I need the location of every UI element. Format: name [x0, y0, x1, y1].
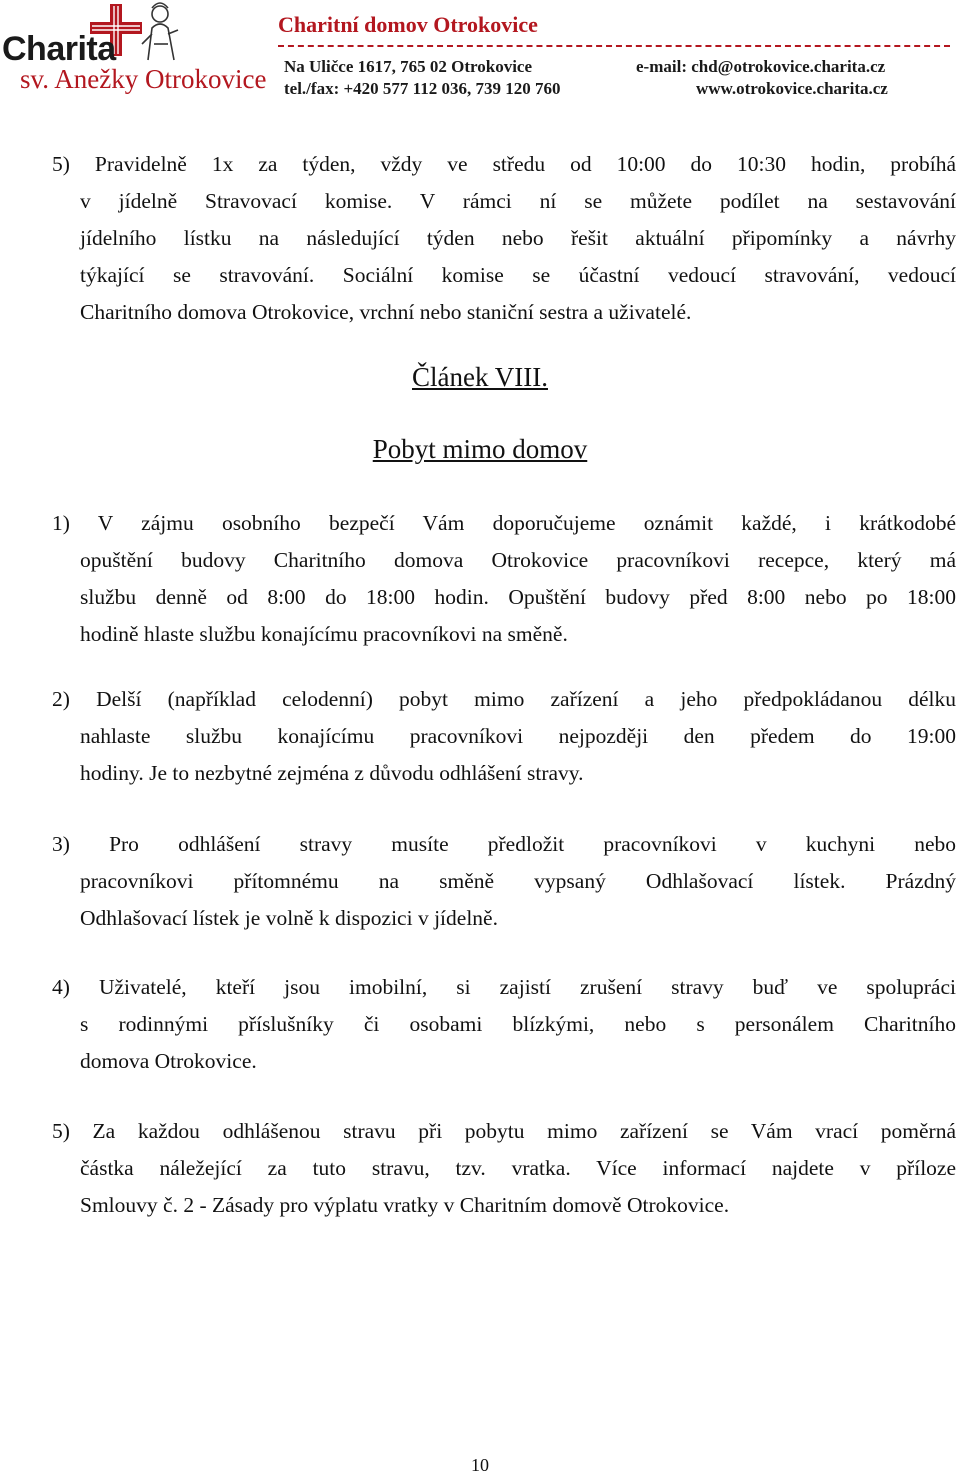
- item-first-line: [52, 969, 956, 1006]
- organization-name: Charitní domov Otrokovice: [278, 12, 538, 37]
- page-number: 10: [471, 1455, 489, 1475]
- article-title: Pobyt mimo domov: [372, 434, 588, 464]
- item-line: částka náležející za tuto stravu, tzv. vratka. Více informací najdete v příloze: [80, 1156, 956, 1180]
- saint-agnes-figure-icon: [130, 0, 186, 62]
- continued-paragraph: [52, 146, 956, 331]
- item-line: jídelního lístku na následující týden nebo řešit aktuální připomínky a návrhy: [80, 226, 956, 250]
- logo-wordmark: Charita: [2, 30, 116, 68]
- item-text: Uživatelé, kteří jsou imobilní, si zajistí zrušení stravy buď ve spolupráci: [98, 975, 956, 999]
- item-number: 5): [52, 152, 95, 176]
- item-text: Pro odhlášení stravy musíte předložit pracovníkovi v kuchyni nebo: [109, 832, 956, 856]
- item-line: v jídelně Stravovací komise. V rámci ní se můžete podílet na sestavování: [80, 189, 956, 213]
- item-line: službu denně od 8:00 do 18:00 hodin. Opuštění budovy před 8:00 nebo po 18:00: [80, 585, 956, 609]
- item-number: 1): [52, 511, 98, 535]
- item-line: hodiny. Je to nezbytné zejména z důvodu odhlášení stravy.: [80, 761, 584, 785]
- list-item: [52, 505, 956, 653]
- item-first-line: [52, 505, 956, 542]
- list-item: [52, 826, 956, 937]
- item-line: pracovníkovi přítomnému na směně vypsaný Odhlašovací lístek. Prázdný: [80, 869, 956, 893]
- list-item: [52, 969, 956, 1080]
- item-first-line: [52, 1113, 956, 1150]
- item-number: 4): [52, 975, 99, 999]
- item-line: Odhlašovací lístek je volně k dispozici v jídelně.: [80, 906, 498, 930]
- item-text: Pravidelně 1x za týden, vždy ve středu od 10:00 do 10:30 hodin, probíhá: [94, 152, 956, 176]
- item-line: Smlouvy č. 2 - Zásady pro výplatu vratky v Charitním domově Otrokovice.: [80, 1193, 730, 1217]
- item-first-line: [52, 146, 956, 183]
- item-first-line: [52, 681, 956, 718]
- header-phone: tel./fax: +420 577 112 036, 739 120 760: [284, 79, 561, 98]
- item-line: domova Otrokovice.: [80, 1049, 257, 1073]
- item-line: týkající se stravování. Sociální komise se účastní vedoucí stravování, vedoucí: [80, 263, 956, 287]
- item-text: V zájmu osobního bezpečí Vám doporučujeme oznámit každé, i krátkodobé: [97, 511, 956, 535]
- list-item: [52, 1113, 956, 1224]
- item-text: Delší (například celodenní) pobyt mimo zařízení a jeho předpokládanou délku: [96, 687, 956, 711]
- list-item: [52, 681, 956, 792]
- item-line: nahlaste službu konajícímu pracovníkovi nejpozději den předem do 19:00: [80, 724, 956, 748]
- item-line: opuštění budovy Charitního domova Otrokovice pracovníkovi recepce, který má: [80, 548, 956, 572]
- logo-subtitle: sv. Anežky Otrokovice: [20, 64, 267, 94]
- item-first-line: [52, 826, 956, 863]
- header-address: Na Uličce 1617, 765 02 Otrokovice: [284, 57, 533, 76]
- header-email: e-mail: chd@otrokovice.charita.cz: [636, 57, 886, 76]
- item-line: hodině hlaste službu konajícímu pracovníkovi na směně.: [80, 622, 568, 646]
- item-line: Charitního domova Otrokovice, vrchní nebo staniční sestra a uživatelé.: [80, 300, 692, 324]
- header-web: www.otrokovice.charita.cz: [696, 79, 888, 98]
- charita-logo: [0, 0, 267, 100]
- item-number: 3): [52, 832, 110, 856]
- item-line: s rodinnými příslušníky či osobami blízkými, nebo s personálem Charitního: [80, 1012, 956, 1036]
- item-text: Za každou odhlášenou stravu při pobytu mimo zařízení se Vám vrací poměrná: [92, 1119, 956, 1143]
- article-number: Článek VIII.: [412, 362, 548, 392]
- header-divider: [278, 45, 950, 47]
- item-number: 5): [52, 1119, 93, 1143]
- item-number: 2): [52, 687, 97, 711]
